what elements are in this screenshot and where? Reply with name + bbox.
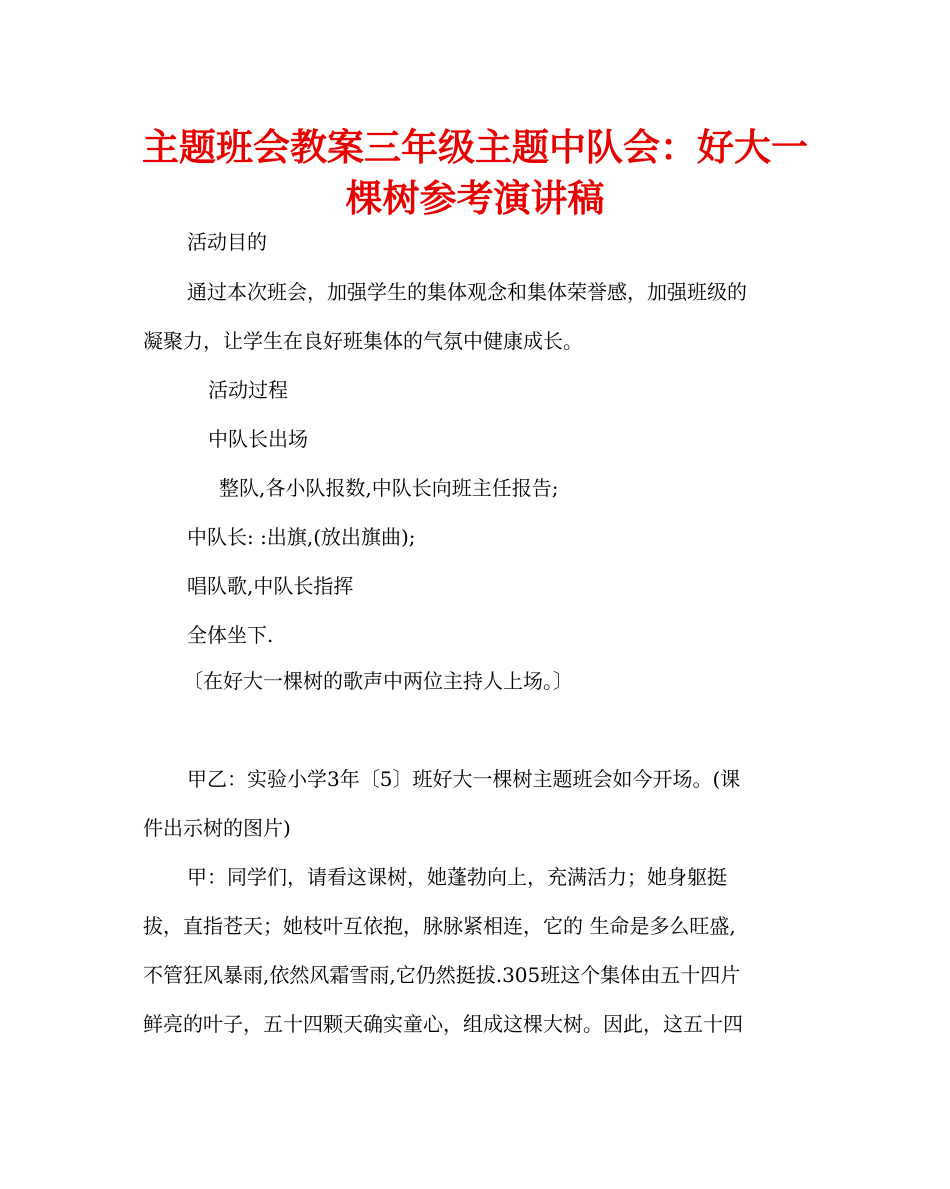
paragraph-line: 中队长出场 [208, 427, 308, 451]
paragraph-line: 鲜亮的叶子，五十四颗天确实童心，组成这棵大树。因此，这五十四 [143, 1012, 743, 1036]
paragraph-line: 拔，直指苍天；她枝叶互依抱，脉脉紧相连，它的 生命是多么旺盛, [143, 914, 736, 938]
heading-activity-process: 活动过程 [208, 378, 288, 402]
paragraph-line: 甲：同学们，请看这课树，她蓬勃向上，充满活力；她身躯挺 [187, 865, 727, 889]
paragraph-line: 整队,各小队报数,中队长向班主任报告; [219, 476, 559, 500]
paragraph-line: 唱队歌,中队长指挥 [187, 574, 354, 598]
paragraph-line: 甲乙：实验小学3年〔5〕班好大一棵树主题班会如今开场。(课 [187, 767, 741, 791]
paragraph-line: 〔在好大一棵树的歌声中两位主持人上场。〕 [183, 669, 573, 693]
paragraph-line: 通过本次班会，加强学生的集体观念和集体荣誉感，加强班级的 [187, 280, 747, 304]
paragraph-line: 中队长: :出旗,(放出旗曲); [187, 525, 416, 549]
heading-activity-purpose: 活动目的 [187, 230, 267, 254]
document-title-line-2: 棵树参考演讲稿 [345, 177, 605, 220]
paragraph-line: 件出示树的图片) [143, 816, 291, 840]
paragraph-line: 凝聚力，让学生在良好班集体的气氛中健康成长。 [143, 329, 583, 353]
paragraph-line: 全体坐下. [187, 623, 274, 647]
document-title-line-1: 主题班会教案三年级主题中队会：好大一 [142, 126, 808, 169]
paragraph-line: 不管狂风暴雨,依然风霜雪雨,它仍然挺拔.305班这个集体由五十四片 [143, 963, 741, 987]
